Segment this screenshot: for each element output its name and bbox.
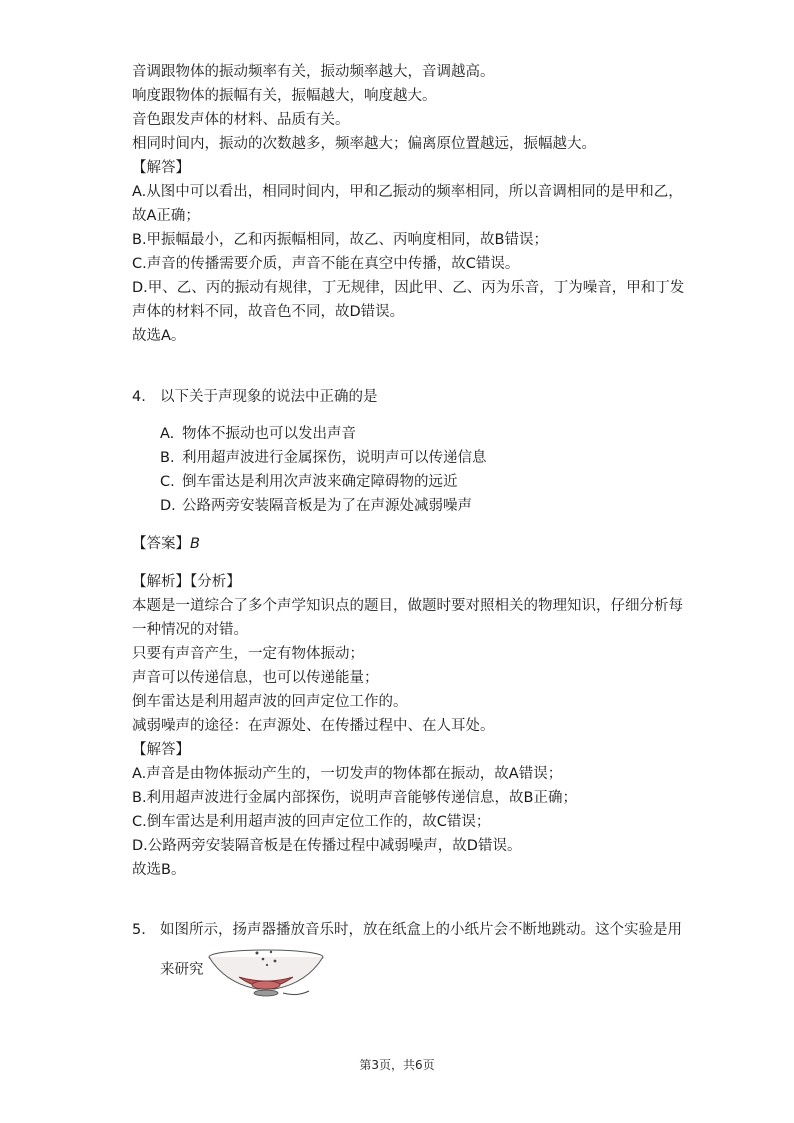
- speaker-illustration: [205, 947, 327, 1005]
- text-line: 一种情况的对错。: [132, 622, 248, 638]
- question-stem: 以下关于声现象的说法中正确的是: [160, 389, 378, 405]
- page-footer: 第3页，共6页: [359, 1058, 435, 1072]
- question-5: [132, 919, 682, 941]
- text-line: 音调跟物体的振动频率有关，振动频率越大，音调越高。: [132, 64, 495, 80]
- question-4: [132, 386, 378, 408]
- text-line: B.甲振幅最小，乙和丙振幅相同，故乙、丙响度相同，故B错误；: [132, 232, 549, 248]
- section-label: 【解答】: [132, 742, 190, 758]
- text-line: A.从图中可以看出，相同时间内，甲和乙振动的频率相同，所以音调相同的是甲和乙，: [132, 184, 683, 200]
- text-line: 音色跟发声体的材料、品质有关。: [132, 112, 350, 128]
- text-line: 倒车雷达是利用超声波的回声定位工作的。: [132, 694, 408, 710]
- question-number: 5.: [132, 922, 146, 938]
- option-letter: A.: [160, 426, 175, 442]
- text-line: 故选B。: [132, 862, 186, 878]
- answer-label: 【答案】: [132, 536, 190, 552]
- option-d: [160, 495, 472, 517]
- speaker-figure: [205, 947, 327, 1009]
- question-stem: 如图所示，扬声器播放音乐时，放在纸盒上的小纸片会不断地跳动。这个实验是用: [160, 922, 682, 938]
- option-text: 利用超声波进行金属探伤，说明声可以传递信息: [182, 450, 487, 466]
- option-text: 公路两旁安装隔音板是为了在声源处减弱噪声: [182, 498, 472, 514]
- option-c: [160, 471, 458, 493]
- text-line: 声体的材料不同，故音色不同，故D错误。: [132, 304, 405, 320]
- text-line: 本题是一道综合了多个声学知识点的题目，做题时要对照相关的物理知识，仔细分析每: [132, 598, 683, 614]
- text-line: D.甲、乙、丙的振动有规律，丁无规律，因此甲、乙、丙为乐音，丁为噪音，甲和丁发: [132, 280, 685, 296]
- text-line: 故选A。: [132, 328, 186, 344]
- option-b: [160, 447, 487, 469]
- text-line: 减弱噪声的途径：在声源处、在传播过程中、在人耳处。: [132, 718, 495, 734]
- answer-value: B: [190, 536, 200, 552]
- text-line: C.倒车雷达是利用超声波的回声定位工作的，故C错误；: [132, 814, 491, 830]
- option-a: [160, 423, 356, 445]
- text-line: 只要有声音产生，一定有物体振动；: [132, 646, 364, 662]
- option-letter: C.: [160, 474, 175, 490]
- text-line: 响度跟物体的振幅有关，振幅越大，响度越大。: [132, 88, 437, 104]
- text-line: 故A正确；: [132, 208, 200, 224]
- analysis-label: 【解析】【分析】: [132, 574, 241, 590]
- option-letter: B.: [160, 450, 175, 466]
- text-line: 声音可以传递信息，也可以传递能量；: [132, 670, 379, 686]
- option-text: 物体不振动也可以发出声音: [182, 426, 356, 442]
- text-line: B.利用超声波进行金属内部探伤，说明声音能够传递信息，故B正确；: [132, 790, 578, 806]
- text-line: C.声音的传播需要介质，声音不能在真空中传播，故C错误。: [132, 256, 520, 272]
- text-line: D.公路两旁安装隔音板是在传播过程中减弱噪声，故D错误。: [132, 838, 522, 854]
- option-letter: D.: [160, 498, 176, 514]
- question-number: 4.: [132, 389, 146, 405]
- option-text: 倒车雷达是利用次声波来确定障碍物的远近: [182, 474, 458, 490]
- section-label: 【解答】: [132, 160, 190, 176]
- answer-line: [132, 533, 200, 555]
- text-line: 相同时间内，振动的次数越多，频率越大；偏离原位置越远，振幅越大。: [132, 136, 596, 152]
- question-continuation: 来研究: [160, 962, 204, 978]
- text-line: A.声音是由物体振动产生的，一切发声的物体都在振动，故A错误；: [132, 766, 563, 782]
